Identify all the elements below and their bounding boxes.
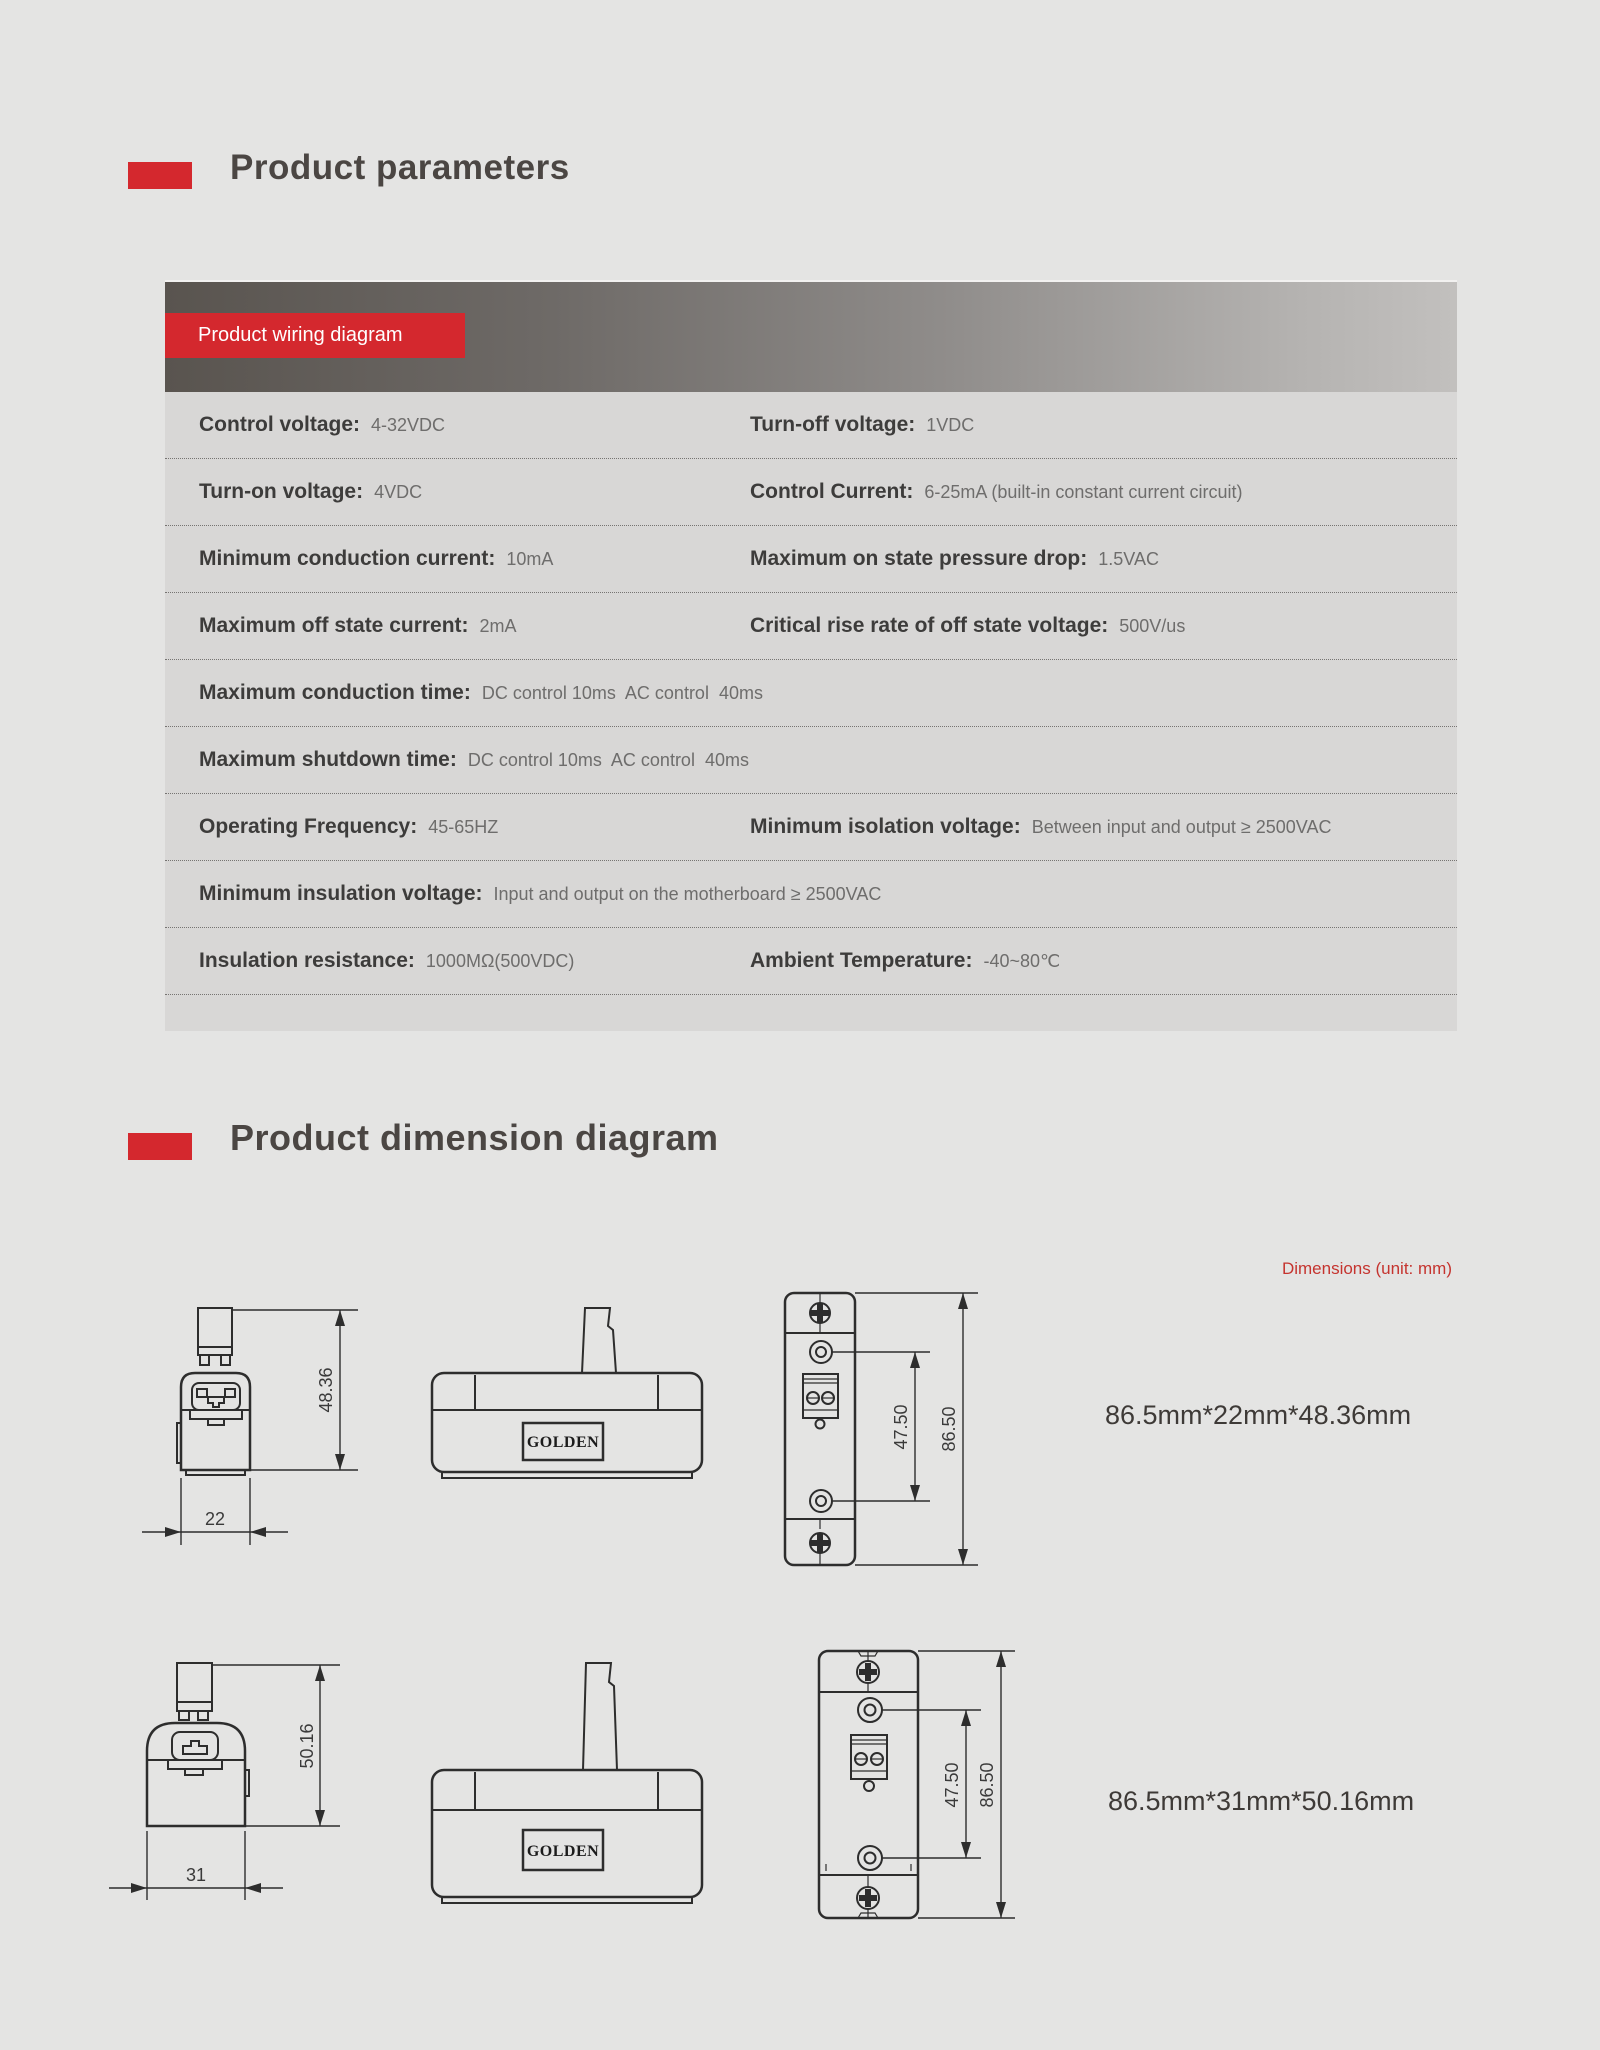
table-gradient-header	[165, 280, 1457, 392]
relay-front-view	[432, 1663, 702, 1903]
table-row	[165, 459, 1457, 526]
param-value: 2mA	[479, 616, 517, 636]
param-value: 10mA	[506, 549, 554, 569]
section-accent-bar	[128, 1133, 192, 1160]
param-cell	[750, 413, 1441, 437]
dim-label-plate-height: 86.50	[977, 1762, 997, 1808]
param-label: Turn-off voltage:	[750, 413, 916, 436]
param-cell	[750, 547, 1441, 571]
param-cell	[199, 413, 750, 437]
brand-label: GOLDEN	[526, 1434, 600, 1451]
param-value: DC control 10ms AC control 40ms	[481, 683, 763, 703]
front-view-drawing-row2	[415, 1650, 735, 1920]
param-cell	[750, 815, 1441, 839]
wiring-diagram-tab: Product wiring diagram	[165, 313, 465, 358]
param-value: 6-25mA (built-in constant current circuit)	[924, 482, 1243, 502]
screw-icon	[810, 1303, 830, 1323]
dim-label-width: 22	[204, 1509, 226, 1529]
param-value: 45-65HZ	[428, 817, 499, 837]
dimension-hole-pitch	[832, 1352, 930, 1501]
dimension-width	[142, 1478, 288, 1545]
table-row	[165, 928, 1457, 995]
param-cell	[750, 480, 1441, 504]
param-cell	[199, 480, 750, 504]
param-value: Input and output on the motherboard ≥ 2500VAC	[493, 884, 882, 904]
section-title-dimensions: Product dimension diagram	[230, 1117, 719, 1158]
terminal-block	[851, 1735, 887, 1791]
param-value: 4VDC	[374, 482, 423, 502]
parameters-table	[165, 280, 1457, 1031]
param-label: Control voltage:	[199, 413, 360, 436]
param-label: Maximum conduction time:	[199, 681, 471, 704]
dim-label-height: 48.36	[316, 1367, 336, 1413]
table-row	[165, 392, 1457, 459]
mount-hole-top	[858, 1698, 882, 1722]
dim-label-pitch: 47.50	[891, 1404, 911, 1450]
section-accent-bar	[128, 162, 192, 189]
param-label: Operating Frequency:	[199, 815, 418, 838]
param-label: Critical rise rate of off state voltage:	[750, 614, 1109, 637]
dimensions-unit-note: Dimensions (unit: mm)	[1281, 1259, 1452, 1278]
param-cell	[199, 614, 750, 638]
dimension-width	[109, 1831, 283, 1900]
param-label: Insulation resistance:	[199, 949, 415, 972]
front-view-drawing-row1	[415, 1300, 735, 1500]
screw-icon	[857, 1661, 879, 1683]
table-row	[165, 861, 1457, 928]
param-cell	[199, 748, 1441, 772]
param-label: Control Current:	[750, 480, 914, 503]
mounting-plate	[819, 1651, 918, 1918]
param-value: Between input and output ≥ 2500VAC	[1031, 817, 1332, 837]
param-cell	[199, 882, 1441, 906]
dimension-plate-height	[855, 1293, 978, 1565]
param-value: -40~80℃	[983, 951, 1061, 971]
table-row	[165, 660, 1457, 727]
param-label: Maximum shutdown time:	[199, 748, 457, 771]
terminal-block	[803, 1374, 838, 1429]
brand-label: GOLDEN	[526, 1843, 600, 1860]
mounting-plate-drawing-row2	[785, 1640, 1065, 1940]
param-cell	[199, 547, 750, 571]
table-row	[165, 526, 1457, 593]
dim-label-plate-height: 86.50	[939, 1406, 959, 1452]
dim-label-pitch: 47.50	[942, 1762, 962, 1808]
param-label: Minimum isolation voltage:	[750, 815, 1021, 838]
relay-front-view	[432, 1308, 702, 1478]
param-label: Maximum on state pressure drop:	[750, 547, 1088, 570]
table-row	[165, 593, 1457, 660]
param-label: Turn-on voltage:	[199, 480, 364, 503]
param-value: 4-32VDC	[371, 415, 446, 435]
screw-icon	[810, 1533, 830, 1553]
dimension-height	[212, 1665, 340, 1826]
screw-icon	[857, 1887, 879, 1909]
section-title-parameters: Product parameters	[230, 148, 570, 187]
param-value: 500V/us	[1119, 616, 1186, 636]
dimension-hole-pitch	[882, 1710, 981, 1858]
mount-hole-top	[810, 1341, 832, 1363]
side-view-drawing-31mm	[95, 1650, 365, 1950]
dim-label-width: 31	[185, 1865, 207, 1885]
mount-hole-bottom	[810, 1490, 832, 1512]
param-label: Minimum conduction current:	[199, 547, 496, 570]
dim-label-height: 50.16	[297, 1723, 317, 1769]
param-value: DC control 10ms AC control 40ms	[467, 750, 749, 770]
param-cell	[750, 614, 1441, 638]
param-label: Maximum off state current:	[199, 614, 469, 637]
param-cell	[199, 815, 750, 839]
param-value: 1000MΩ(500VDC)	[425, 951, 575, 971]
param-label: Ambient Temperature:	[750, 949, 973, 972]
relay-side-view	[177, 1308, 250, 1475]
param-cell	[750, 949, 1441, 973]
overall-size-label-row1: 86.5mm*22mm*48.36mm	[1105, 1400, 1412, 1430]
mounting-plate-drawing-row1	[760, 1280, 1010, 1610]
param-cell	[199, 681, 1441, 705]
param-value: 1.5VAC	[1098, 549, 1159, 569]
relay-side-view	[147, 1663, 249, 1826]
param-cell	[199, 949, 750, 973]
mount-hole-bottom	[858, 1846, 882, 1870]
side-view-drawing-22mm	[130, 1300, 380, 1570]
table-row	[165, 794, 1457, 861]
overall-size-label-row2: 86.5mm*31mm*50.16mm	[1108, 1786, 1415, 1816]
table-row	[165, 727, 1457, 794]
table-body	[165, 392, 1457, 1031]
param-value: 1VDC	[926, 415, 975, 435]
param-label: Minimum insulation voltage:	[199, 882, 483, 905]
